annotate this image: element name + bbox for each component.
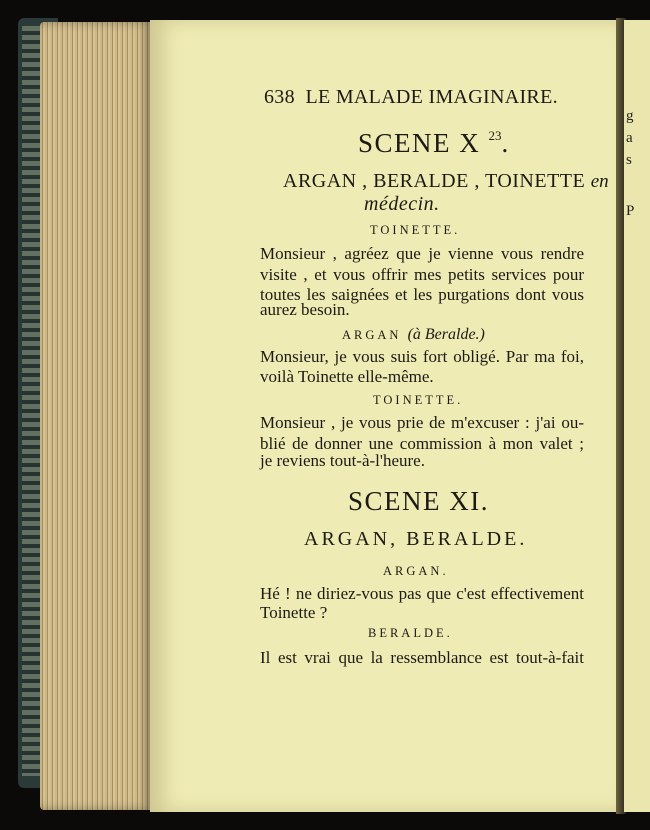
speaker-line <box>342 326 485 344</box>
stage-direction: (à Beralde.) <box>407 326 485 343</box>
speaker-name: ARGAN. <box>383 564 449 578</box>
dialogue-line: je reviens tout-à-l'heure. <box>260 451 425 470</box>
cast-names: ARGAN , BERALDE , TOINETTE <box>283 170 586 192</box>
dialogue-line: Toinette ? <box>260 603 328 622</box>
scene-heading: SCENE X $^{23}$. <box>358 128 510 158</box>
dialogue-line: toutes les saignées et les purgations dont vous <box>260 285 584 304</box>
dialogue-line: Monsieur, je vous suis fort obligé. Par ma foi, <box>260 347 584 366</box>
speaker-name: TOINETTE. <box>370 223 461 237</box>
cast-continuation: médecin. <box>364 193 440 215</box>
page-number: 638 <box>264 86 295 108</box>
facing-page-fragment: g <box>626 108 634 124</box>
dialogue-line: Il est vrai que la ressemblance est tout-à-fait <box>260 648 584 667</box>
facing-page-fragment: a <box>626 130 633 146</box>
dialogue-line: Hé ! ne diriez-vous pas que c'est effectivement <box>260 584 584 603</box>
facing-page-fragment: P <box>626 203 635 219</box>
running-head <box>264 86 558 109</box>
dialogue-line: blié de donner une commission à mon valet ; <box>260 434 584 453</box>
speaker-name: BERALDE. <box>368 626 453 640</box>
scene-cast: ARGAN, BERALDE. <box>304 528 528 550</box>
scene-title: SCENE X <box>358 128 481 158</box>
dialogue-line: visite , et vous offrir mes petits services pour <box>260 265 584 284</box>
facing-page-fragment: s <box>626 152 632 168</box>
facing-page <box>624 20 650 812</box>
dialogue-line: aurez besoin. <box>260 300 350 319</box>
dialogue-line: voilà Toinette elle-même. <box>260 367 434 386</box>
scene-cast <box>283 170 609 193</box>
running-title: LE MALADE IMAGINAIRE. <box>305 86 558 108</box>
speaker-name: TOINETTE. <box>373 393 464 407</box>
dialogue-line: Monsieur , agréez que je vienne vous rendre <box>260 244 584 263</box>
dialogue-line: Monsieur , je vous prie de m'excuser : j'ai ou- <box>260 413 584 432</box>
speaker-name: ARGAN <box>342 328 402 342</box>
scene-note-marker: 23 <box>488 128 502 143</box>
scene-title: SCENE XI. <box>348 486 489 516</box>
page-edges <box>40 22 152 810</box>
cast-qualifier: en <box>590 171 609 192</box>
